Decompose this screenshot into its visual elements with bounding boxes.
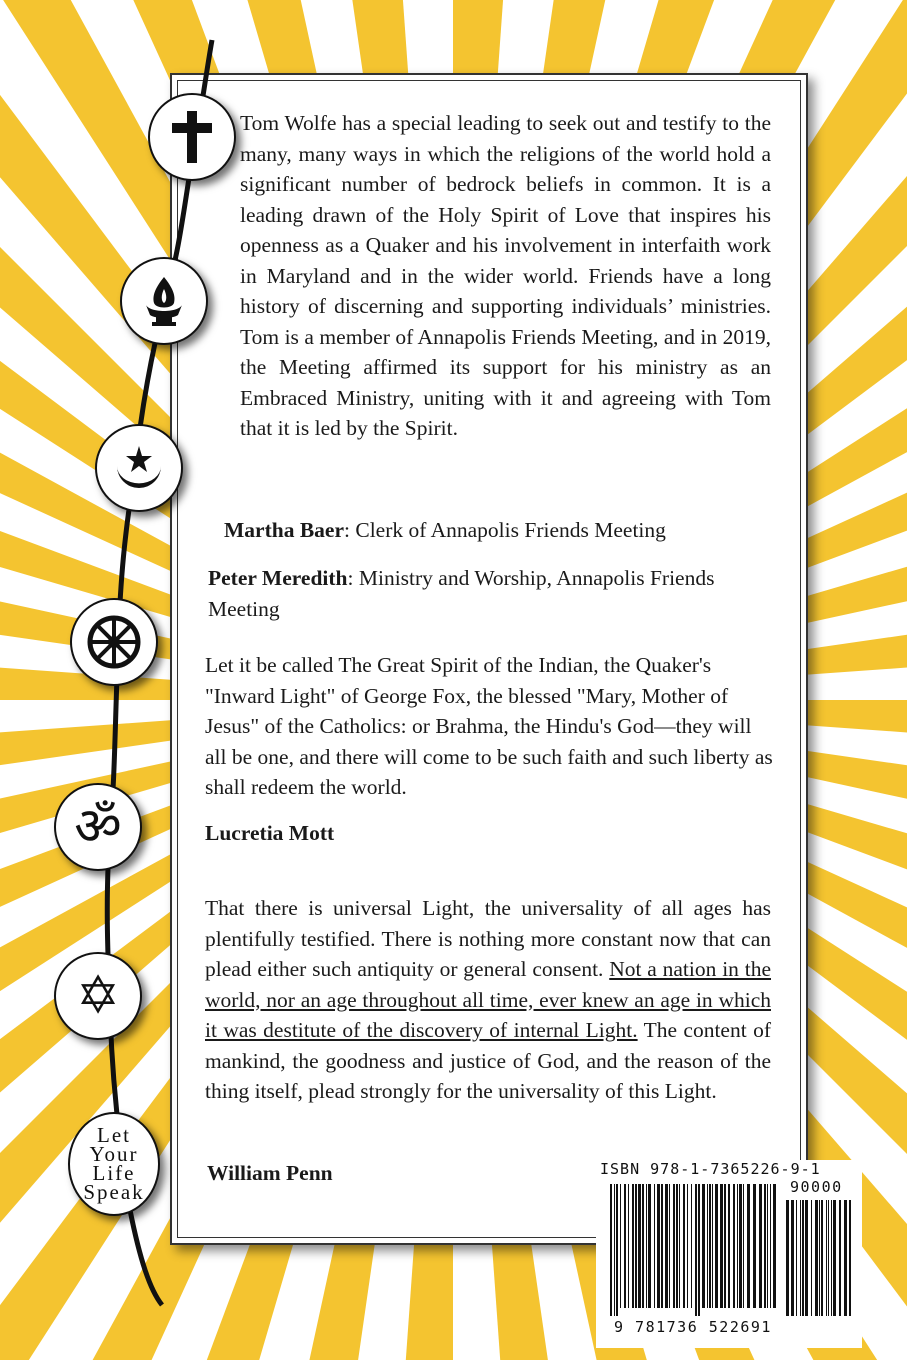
barcode-bar xyxy=(661,1184,663,1308)
barcode-bar xyxy=(614,1184,615,1316)
signature-role: : Clerk of Annapolis Friends Meeting xyxy=(344,518,666,542)
lyls-line: Let xyxy=(97,1123,131,1147)
om-medallion xyxy=(54,783,142,871)
dharma-wheel-medallion xyxy=(70,598,158,686)
barcode-bar xyxy=(759,1184,762,1308)
barcode-bar xyxy=(833,1200,836,1316)
barcode-bar xyxy=(673,1184,675,1308)
let-your-life-speak-medallion xyxy=(68,1112,160,1216)
barcode-bar xyxy=(620,1184,621,1308)
ean-digits: 9 781736 522691 xyxy=(614,1318,772,1336)
dharma-wheel-icon xyxy=(84,612,144,672)
star-of-david-medallion xyxy=(54,952,142,1040)
barcode-bar xyxy=(811,1200,812,1316)
barcode-bar xyxy=(610,1184,612,1316)
barcode-bar xyxy=(691,1184,692,1308)
addon-barcode-icon xyxy=(786,1200,852,1316)
bahai-lamp-icon xyxy=(134,271,194,331)
barcode-bar xyxy=(702,1184,705,1308)
barcode-bar xyxy=(849,1200,851,1316)
ean-barcode-icon xyxy=(610,1184,780,1316)
crescent-medallion xyxy=(95,424,183,512)
barcode-bar xyxy=(683,1184,685,1308)
barcode-bar xyxy=(648,1184,651,1308)
barcode-bar xyxy=(815,1200,818,1316)
barcode-bar xyxy=(646,1184,647,1308)
isbn-barcode-box xyxy=(596,1160,862,1348)
barcode-bar xyxy=(828,1200,829,1316)
barcode-bar xyxy=(642,1184,644,1308)
barcode-bar xyxy=(844,1200,847,1316)
quote-penn-text: That there is universal Light, the universality of all ages has plentifully testified. There is nothing more constant now that can plead either such antiquity or general consent. xyxy=(205,896,771,981)
barcode-bar xyxy=(728,1184,730,1308)
signature-peter xyxy=(208,563,728,624)
barcode-bar xyxy=(831,1200,832,1316)
quote-mott xyxy=(205,650,775,803)
barcode-bar xyxy=(654,1184,655,1308)
signature-name: Peter Meredith xyxy=(208,566,348,590)
cross-icon xyxy=(162,107,222,167)
barcode-bar xyxy=(773,1184,776,1308)
quote-penn-text-end: The content of mankind, the goodness and justice of God, and the reason of the thing itself, plead strongly for the universality of this Light. xyxy=(205,1018,771,1103)
barcode-bar xyxy=(826,1200,827,1316)
barcode-bar xyxy=(638,1184,641,1308)
barcode-bar xyxy=(802,1200,804,1316)
lyls-line: Your xyxy=(89,1142,139,1166)
barcode-bar xyxy=(709,1184,711,1308)
isbn-label: ISBN 978-1-7365226-9-1 xyxy=(600,1160,821,1178)
om-icon: ॐ xyxy=(74,797,122,857)
barcode-bar xyxy=(770,1184,771,1308)
barcode-bar xyxy=(805,1200,808,1316)
barcode-bar xyxy=(800,1200,801,1316)
barcode-bar xyxy=(632,1184,634,1308)
barcode-bar xyxy=(616,1184,618,1316)
barcode-bar xyxy=(739,1184,742,1308)
barcode-bar xyxy=(753,1184,756,1308)
barcode-bar xyxy=(715,1184,718,1308)
quote-penn-underlined: Not a nation in the world, nor an age throughout all time, ever knew an age in which it was destitute of the discovery of internal Light. xyxy=(205,957,771,1042)
barcode-bar xyxy=(679,1184,680,1308)
barcode-bar xyxy=(669,1184,670,1308)
intro-paragraph xyxy=(240,108,771,444)
barcode-bar xyxy=(635,1184,637,1308)
barcode-bar xyxy=(695,1184,697,1316)
barcode-bar xyxy=(624,1184,626,1308)
quote-mott-author: Lucretia Mott xyxy=(205,821,335,845)
barcode-bar xyxy=(733,1184,735,1308)
barcode-bar xyxy=(720,1184,723,1308)
barcode-bar xyxy=(743,1184,744,1308)
quote-mott-text: Let it be called The Great Spirit of the Indian, the Quaker's "Inward Light" of George Fox, the blessed "Mary, Mother of Jesus" of the Catholics: or Brahma, the Hindu's God—they will all be one, and there will come to be such faith and such liberty as shall redeem the world. xyxy=(205,653,773,799)
barcode-bar xyxy=(821,1200,823,1316)
cross-medallion xyxy=(148,93,236,181)
intro-text: Tom Wolfe has a special leading to seek out and testify to the many, many ways in which the religions of the world hold a significant number of bedrock beliefs in common. It is a leading drawn of the Holy Spirit of Love that inspires his openness as a Quaker and his involvement in interfaith work in Maryland and in the wider world. Friends have a long history of discerning and supporting individuals’ ministries. Tom is a member of Annapolis Friends Meeting, and in 2019, the Meeting affirmed its support for his ministry as an Embraced Ministry, uniting with it and agreeing with Tom that it is led by the Spirit. xyxy=(240,111,771,440)
barcode-bar xyxy=(698,1184,700,1316)
lyls-line: Speak xyxy=(83,1180,145,1204)
barcode-bar xyxy=(676,1184,678,1308)
barcode-bar xyxy=(712,1184,713,1308)
barcode-bar xyxy=(786,1200,789,1316)
barcode-bar xyxy=(839,1200,841,1316)
bahai-medallion xyxy=(120,257,208,345)
signature-role: : Ministry and Worship, Annapolis Friends Meeting xyxy=(208,566,715,621)
quote-penn xyxy=(205,893,771,1107)
price-code: 90000 xyxy=(790,1178,843,1196)
quote-penn-author: William Penn xyxy=(207,1161,333,1185)
barcode-bar xyxy=(628,1184,629,1308)
star-of-david-icon: ✡ xyxy=(76,966,120,1026)
barcode-bar xyxy=(767,1184,768,1308)
barcode-bar xyxy=(796,1200,797,1316)
crescent-star-icon xyxy=(109,438,169,498)
barcode-bar xyxy=(737,1184,738,1308)
barcode-bar xyxy=(665,1184,668,1308)
barcode-bar xyxy=(791,1200,794,1316)
barcode-bar xyxy=(687,1184,688,1308)
signature-name: Martha Baer xyxy=(224,518,345,542)
barcode-bar xyxy=(657,1184,660,1308)
barcode-bar xyxy=(819,1200,820,1316)
signature-martha xyxy=(224,515,764,546)
barcode-bar xyxy=(764,1184,766,1308)
barcode-bar xyxy=(724,1184,726,1308)
barcode-bar xyxy=(707,1184,708,1308)
lyls-line: Life xyxy=(92,1161,136,1185)
barcode-bar xyxy=(747,1184,750,1308)
